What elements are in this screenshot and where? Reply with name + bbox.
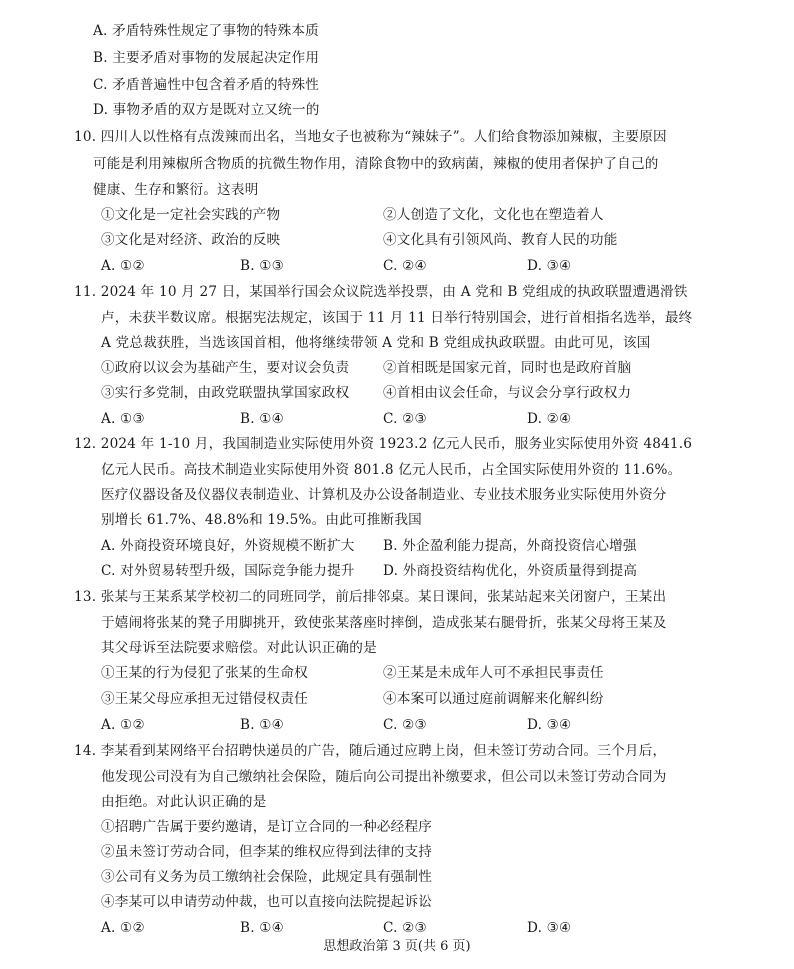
q12-choice-a: A. 外商投资环境良好，外资规模不断扩大 xyxy=(101,538,355,554)
q14-stem-line-2: 他发现公司没有为自己缴纳社会保险，随后向公司提出补缴要求，但公司以未签订劳动合同为 xyxy=(101,769,667,785)
q14-choice-b: B. ①④ xyxy=(240,920,285,936)
q11-stem-line-2: 卢，未获半数议席。根据宪法规定，该国于 11 月 11 日举行特别国会，进行首相指名选举，最终 xyxy=(101,310,693,326)
q10-choice-c: C. ②④ xyxy=(383,258,427,274)
q11-stem-line-1: 11. 2024 年 10 月 27 日，某国举行国会众议院选举投票，由 A 党和 B 党组成的执政联盟遭遇滑铁 xyxy=(74,284,688,300)
q13-stem-line-3: 其父母诉至法院要求赔偿。对此认识正确的是 xyxy=(101,640,377,656)
q13-stem-line-1: 13. 张某与王某系某学校初二的同班同学，前后排邻桌。某日课间，张某站起来关闭窗户，王某出 xyxy=(74,589,667,605)
q10-choice-d: D. ③④ xyxy=(527,258,572,274)
q10-choice-a: A. ①② xyxy=(101,258,145,274)
q12-choice-c: C. 对外贸易转型升级，国际竞争能力提升 xyxy=(101,563,355,579)
q10-item-3: ③文化是对经济、政治的反映 xyxy=(101,232,281,248)
page-footer: 思想政治第 3 页(共 6 页) xyxy=(323,939,471,954)
q14-choice-a: A. ①② xyxy=(101,920,145,936)
q10-stem-line-3: 健康、生存和繁衍。这表明 xyxy=(93,182,259,198)
q10-item-2: ②人创造了文化，文化也在塑造着人 xyxy=(383,207,604,223)
q14-stem-line-1: 14. 李某看到某网络平台招聘快递员的广告，随后通过应聘上岗，但未签订劳动合同。三个月后， xyxy=(74,743,667,759)
q11-item-4: ④首相由议会任命，与议会分享行政权力 xyxy=(383,385,632,401)
q14-item-3: ③公司有义务为员工缴纳社会保险，此规定具有强制性 xyxy=(101,869,433,885)
q12-stem-line-1: 12. 2024 年 1-10 月，我国制造业实际使用外资 1923.2 亿元人民币，服务业实际使用外资 4841.6 xyxy=(74,436,693,452)
q10-item-1: ①文化是一定社会实践的产物 xyxy=(101,207,281,223)
q11-choice-c: C. ②③ xyxy=(383,411,427,427)
q14-item-2: ②虽未签订劳动合同，但李某的维权应得到法律的支持 xyxy=(101,844,433,860)
q11-choice-a: A. ①③ xyxy=(101,411,145,427)
q13-item-1: ①王某的行为侵犯了张某的生命权 xyxy=(101,665,308,681)
q14-stem-line-3: 由拒绝。对此认识正确的是 xyxy=(101,794,267,810)
q13-item-3: ③王某父母应承担无过错侵权责任 xyxy=(101,691,308,707)
q10-choice-b: B. ①③ xyxy=(240,258,285,274)
q10-stem-line-2: 可能是利用辣椒所含物质的抗微生物作用，清除食物中的致病菌，辣椒的使用者保护了自己的 xyxy=(93,156,659,172)
prev-option-c: C. 矛盾普遍性中包含着矛盾的特殊性 xyxy=(93,77,320,93)
q13-choice-b: B. ①④ xyxy=(240,717,285,733)
q11-stem-line-3: A 党总裁获胜，当选该国首相，他将继续带领 A 党和 B 党组成执政联盟。由此可见，该国 xyxy=(101,335,651,351)
q13-stem-line-2: 于嬉闹将张某的凳子用脚挑开，致使张某落座时摔倒，造成张某右腿骨折，张某父母将王某及 xyxy=(101,615,667,631)
q12-choice-b: B. 外企盈利能力提高，外商投资信心增强 xyxy=(383,538,637,554)
q14-item-4: ④李某可以申请劳动仲裁，也可以直接向法院提起诉讼 xyxy=(101,894,433,910)
q11-item-1: ①政府以议会为基础产生，要对议会负责 xyxy=(101,360,350,376)
q12-stem-line-4: 别增长 61.7%、48.8%和 19.5%。由此可推断我国 xyxy=(101,512,422,528)
q13-choice-c: C. ②③ xyxy=(383,717,427,733)
q14-choice-d: D. ③④ xyxy=(527,920,572,936)
q13-item-2: ②王某是未成年人可不承担民事责任 xyxy=(383,665,604,681)
q12-choice-d: D. 外商投资结构优化，外资质量得到提高 xyxy=(383,563,638,579)
q12-stem-line-2: 亿元人民币。高技术制造业实际使用外资 801.8 亿元人民币，占全国实际使用外资的 11.6%。 xyxy=(101,462,682,478)
prev-option-a: A. 矛盾特殊性规定了事物的特殊本质 xyxy=(93,23,319,39)
q11-item-3: ③实行多党制，由政党联盟执掌国家政权 xyxy=(101,385,350,401)
q13-item-4: ④本案可以通过庭前调解来化解纠纷 xyxy=(383,691,604,707)
q14-item-1: ①招聘广告属于要约邀请，是订立合同的一种必经程序 xyxy=(101,819,433,835)
q13-choice-a: A. ①② xyxy=(101,717,145,733)
q13-choice-d: D. ③④ xyxy=(527,717,572,733)
q11-item-2: ②首相既是国家元首，同时也是政府首脑 xyxy=(383,360,632,376)
q11-choice-b: B. ①④ xyxy=(240,411,285,427)
prev-option-d: D. 事物矛盾的双方是既对立又统一的 xyxy=(93,102,320,118)
q12-stem-line-3: 医疗仪器设备及仪器仪表制造业、计算机及办公设备制造业、专业技术服务业实际使用外资分 xyxy=(101,487,667,503)
q10-item-4: ④文化具有引领风尚、教育人民的功能 xyxy=(383,232,618,248)
q14-choice-c: C. ②③ xyxy=(383,920,427,936)
q11-choice-d: D. ②④ xyxy=(527,411,572,427)
q10-stem-line-1: 10. 四川人以性格有点泼辣而出名，当地女子也被称为“辣妹子”。人们给食物添加辣椒，主要原因 xyxy=(74,129,667,145)
prev-option-b: B. 主要矛盾对事物的发展起决定作用 xyxy=(93,50,320,66)
